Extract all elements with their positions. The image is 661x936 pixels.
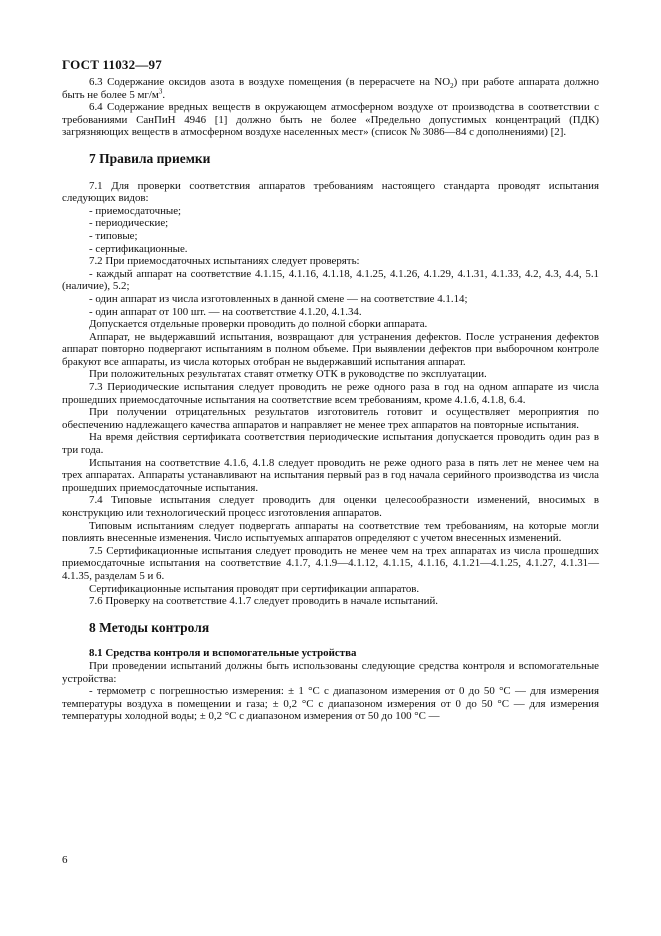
paragraph-7-4: 7.4 Типовые испытания следует проводить для оценки целесообразности изменений, вносимых в конструкцию или технологический процесс изготовления аппаратов. [62, 494, 599, 519]
paragraph: Испытания на соответствие 4.1.6, 4.1.8 следует проводить не реже одного раза в пять лет не менее чем на трех аппаратах. Аппараты устанавливают на испытания первый раз в год начала серийного производства из числа прошедших приемосдаточные испытания. [62, 456, 599, 494]
paragraph: При получении отрицательных результатов изготовитель готовит и осуществляет мероприятия по обеспечению надлежащего качества аппаратов и направляет не менее трех аппаратов на повторные испытания. [62, 406, 599, 431]
list-item: - каждый аппарат на соответствие 4.1.15, 4.1.16, 4.1.18, 4.1.25, 4.1.26, 4.1.29, 4.1.31, 4.1.33, 4.2, 4.3, 4.4, 5.1 (наличие), 5.2; [62, 267, 599, 293]
paragraph-7-5: 7.5 Сертификационные испытания следует проводить не менее чем на трех аппаратах из числа прошедших приемосдаточные испытания на соответствие 4.1.7, 4.1.9—4.1.12, 4.1.15, 4.1.16, 4.1.21—4.1.25, 4.1.27, 4.1.31—4.1.35, разделам 5 и 6. [62, 544, 599, 582]
list-item: - приемосдаточные; [89, 204, 182, 217]
paragraph: Сертификационные испытания проводят при сертификации аппаратов. [89, 582, 420, 595]
document-body [62, 76, 599, 723]
subsection-8-1-heading: 8.1 Средства контроля и вспомогательные устройства [89, 647, 357, 660]
page-number: 6 [62, 854, 68, 866]
list-item: - типовые; [89, 229, 138, 242]
paragraph: Допускается отдельные проверки проводить до полной сборки аппарата. [89, 318, 428, 331]
document-header: ГОСТ 11032—97 [62, 57, 162, 72]
paragraph-7-6: 7.6 Проверку на соответствие 4.1.7 следует проводить в начале испытаний. [89, 595, 438, 608]
list-item: - один аппарат из числа изготовленных в данной смене — на соответствие 4.1.14; [89, 292, 468, 305]
list-item: - термометр с погрешностью измерения: ± 1 °С с диапазоном измерения от 0 до 50 °С — для измерения температуры воздуха в помещении и газа; ± 0,2 °С с диапазоном измерения от 0 до 50 °С — для измерения температуры холодной воды; ± 0,2 °С с диапазоном измерения от 50 до 100 °С — [62, 685, 599, 723]
paragraph: Аппарат, не выдержавший испытания, возвращают для устранения дефектов. После устранения дефектов аппарат повторно подвергают испытаниям в полном объеме. При выявлении дефектов при выборочном контроле бракуют все аппараты, из числа которых отобран не выдержавший испытания аппарат. [62, 330, 599, 368]
section-7-heading: 7 Правила приемки [89, 150, 211, 166]
paragraph: При положительных результатах ставят отметку ОТК в руководстве по эксплуатации. [89, 368, 487, 381]
list-item: - сертификационные. [89, 242, 188, 255]
paragraph-6-3: 6.3 Содержание оксидов азота в воздухе помещения (в перерасчете на $NO_2$) при работе аппарата должно быть не более 5 $мг/м^3$. [62, 76, 599, 101]
paragraph-7-3: 7.3 Периодические испытания следует проводить не реже одного раза в год на одном аппарате из числа прошедших приемосдаточные испытания на соответствие всем требованиям, кроме 4.1.6, 4.1.8, 6.4. [62, 381, 599, 406]
paragraph-7-2: 7.2 При приемосдаточных испытаниях следует проверять: [89, 255, 360, 268]
paragraph: На время действия сертификата соответствия периодические испытания допускается проводить один раз в три года. [62, 431, 599, 457]
paragraph-7-1: 7.1 Для проверки соответствия аппаратов требованиям настоящего стандарта проводят испытания следующих видов: [62, 179, 599, 205]
list-item: - один аппарат от 100 шт. — на соответствие 4.1.20, 4.1.34. [89, 305, 362, 318]
paragraph-8-1: При проведении испытаний должны быть использованы следующие средства контроля и вспомогательные устройства: [62, 659, 599, 685]
paragraph: Типовым испытаниям следует подвергать аппараты на соответствие тем требованиям, на которые могли повлиять внесенные изменения. Число испытуемых аппаратов определяют с учетом внесенных изменений. [62, 519, 599, 545]
section-8-heading: 8 Методы контроля [89, 619, 210, 635]
paragraph-6-4: 6.4 Содержание вредных веществ в окружающем атмосферном воздухе от производства в соответствии с требованиями СанПиН 4946 [1] должно быть не более «Предельно допустимых концентраций (ПДК) загрязняющих веществ в атмосферном воздухе населенных мест» (список № 3086—84 с дополнениями) [2]. [62, 101, 599, 139]
list-item: - периодические; [89, 217, 169, 230]
